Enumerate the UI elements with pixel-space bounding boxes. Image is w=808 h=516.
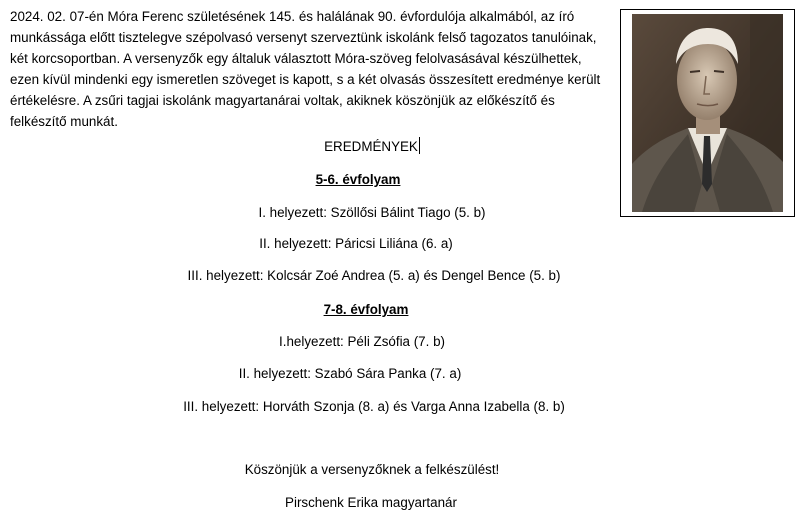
thanks-line: Köszönjük a versenyzőknek a felkészülést! (244, 462, 500, 477)
portrait-photo-frame (620, 9, 795, 217)
group-heading-5-6: 5-6. évfolyam (315, 172, 401, 187)
place-line: I.helyezett: Péli Zsófia (7. b) (279, 334, 445, 349)
group-heading-7-8: 7-8. évfolyam (323, 302, 409, 317)
portrait-photo-icon (632, 14, 783, 212)
results-title-text: EREDMÉNYEK (324, 139, 418, 154)
place-line: III. helyezett: Kolcsár Zoé Andrea (5. a) és Dengel Bence (5. b) (187, 268, 561, 283)
place-line: I. helyezett: Szöllősi Bálint Tiago (5. b) (258, 205, 486, 220)
text-cursor (419, 137, 420, 154)
signature-line: Pirschenk Erika magyartanár (285, 495, 457, 510)
place-line: II. helyezett: Szabó Sára Panka (7. a) (238, 366, 462, 381)
place-line: II. helyezett: Páricsi Liliána (6. a) (259, 236, 453, 251)
place-line: III. helyezett: Horváth Szonja (8. a) és Varga Anna Izabella (8. b) (183, 399, 565, 414)
intro-paragraph: 2024. 02. 07-én Móra Ferenc születésének 145. és halálának 90. évfordulója alkalmából, az író munkássága előtt tisztelegve szépolvasó versenyt szerveztünk iskolánk felső tagozatos tanulóinak, két korcsoportban. A versenyzők egy általuk választott Móra-szöveg felolvasásával készülhettek, ezen kívül mindenki egy ismeretlen szöveget is kapott, s a két olvasás összesített eredménye került értékelésre. A zsűri tagjai iskolánk magyartanárai voltak, akiknek köszönjük az előkészítő és felkészítő munkát. (10, 9, 601, 129)
